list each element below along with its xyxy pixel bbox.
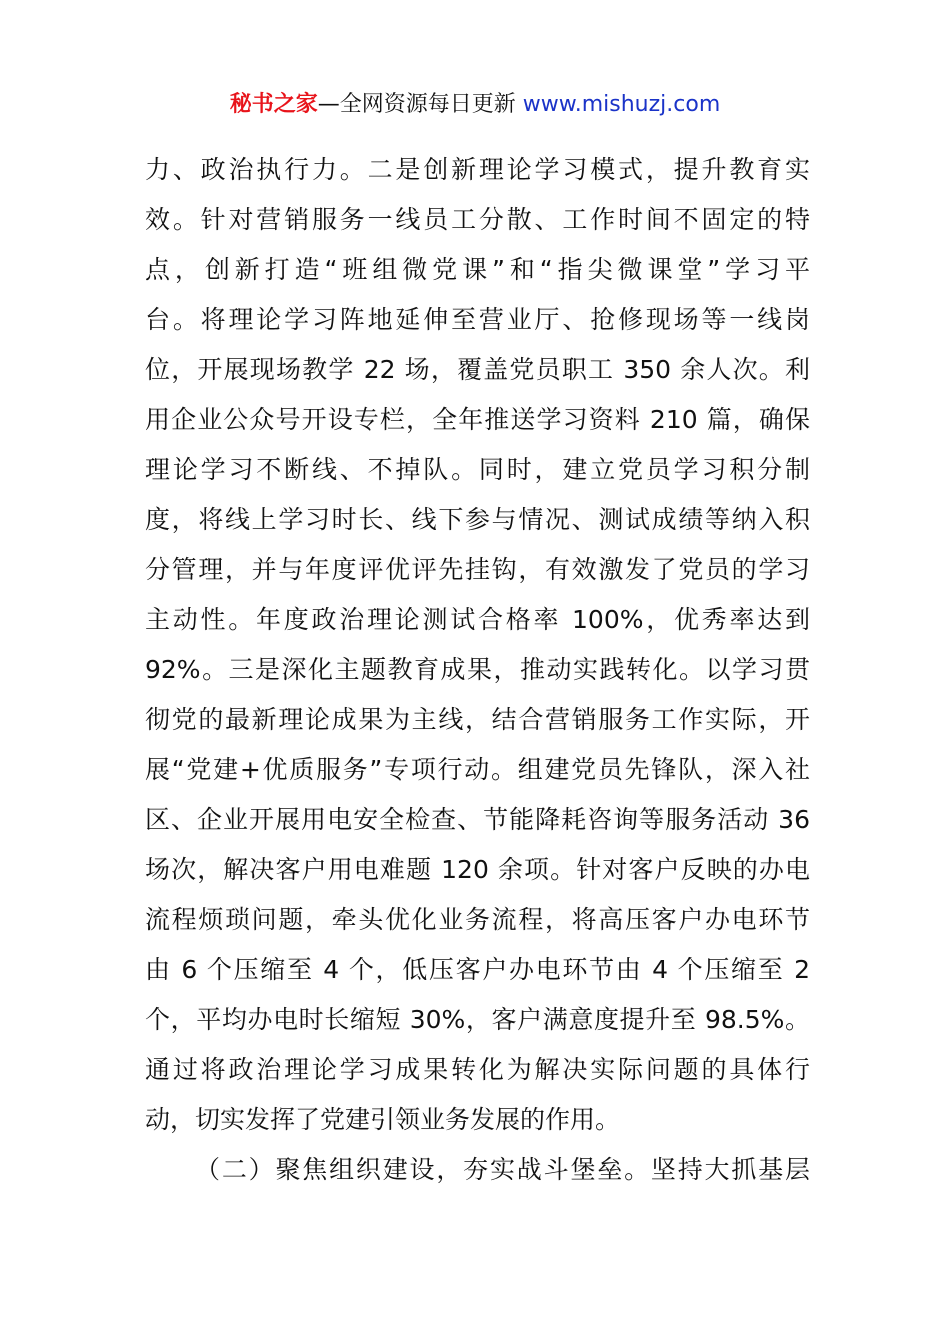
body-line: 区、企业开展用电安全检查、节能降耗咨询等服务活动 36 [145, 805, 810, 834]
site-tagline: —全网资源每日更新 [317, 92, 523, 117]
body-line: 位，开展现场教学 22 场，覆盖党员职工 350 余人次。利 [145, 355, 810, 384]
body-line: 效。针对营销服务一线员工分散、工作时间不固定的特 [145, 205, 810, 234]
body-line: 展“党建+优质服务”专项行动。组建党员先锋队，深入社 [145, 755, 810, 784]
document-body [145, 145, 810, 1195]
body-line: 个，平均办电时长缩短 30%，客户满意度提升至 98.5%。 [145, 1005, 810, 1034]
body-line: 度，将线上学习时长、线下参与情况、测试成绩等纳入积 [145, 505, 810, 534]
body-line: 理论学习不断线、不掉队。同时，建立党员学习积分制 [145, 455, 810, 484]
body-line: 92%。三是深化主题教育成果，推动实践转化。以学习贯 [145, 655, 810, 684]
body-line: 点，创新打造“班组微党课”和“指尖微课堂”学习平 [145, 255, 810, 284]
body-line: 分管理，并与年度评优评先挂钩，有效激发了党员的学习 [145, 555, 810, 584]
body-line: 彻党的最新理论成果为主线，结合营销服务工作实际，开 [145, 705, 810, 734]
body-line: 力、政治执行力。二是创新理论学习模式，提升教育实 [145, 155, 810, 184]
body-line: 动，切实发挥了党建引领业务发展的作用。 [145, 1105, 621, 1134]
body-line: 台。将理论学习阵地延伸至营业厅、抢修现场等一线岗 [145, 305, 810, 334]
body-line: 流程烦琐问题，牵头优化业务流程，将高压客户办电环节 [145, 905, 810, 934]
section-heading-line: （二）聚焦组织建设，夯实战斗堡垒。坚持大抓基层 [195, 1155, 810, 1184]
site-header [0, 88, 950, 122]
body-line: 通过将政治理论学习成果转化为解决实际问题的具体行 [145, 1055, 810, 1084]
body-line: 用企业公众号开设专栏，全年推送学习资料 210 篇，确保 [145, 405, 810, 434]
body-line: 主动性。年度政治理论测试合格率 100%，优秀率达到 [145, 605, 810, 634]
body-line: 场次，解决客户用电难题 120 余项。针对客户反映的办电 [145, 855, 810, 884]
site-brand: 秘书之家 [229, 92, 318, 117]
body-line: 由 6 个压缩至 4 个，低压客户办电环节由 4 个压缩至 2 [145, 955, 810, 984]
site-url-link[interactable]: www.mishuzj.com [522, 92, 721, 117]
